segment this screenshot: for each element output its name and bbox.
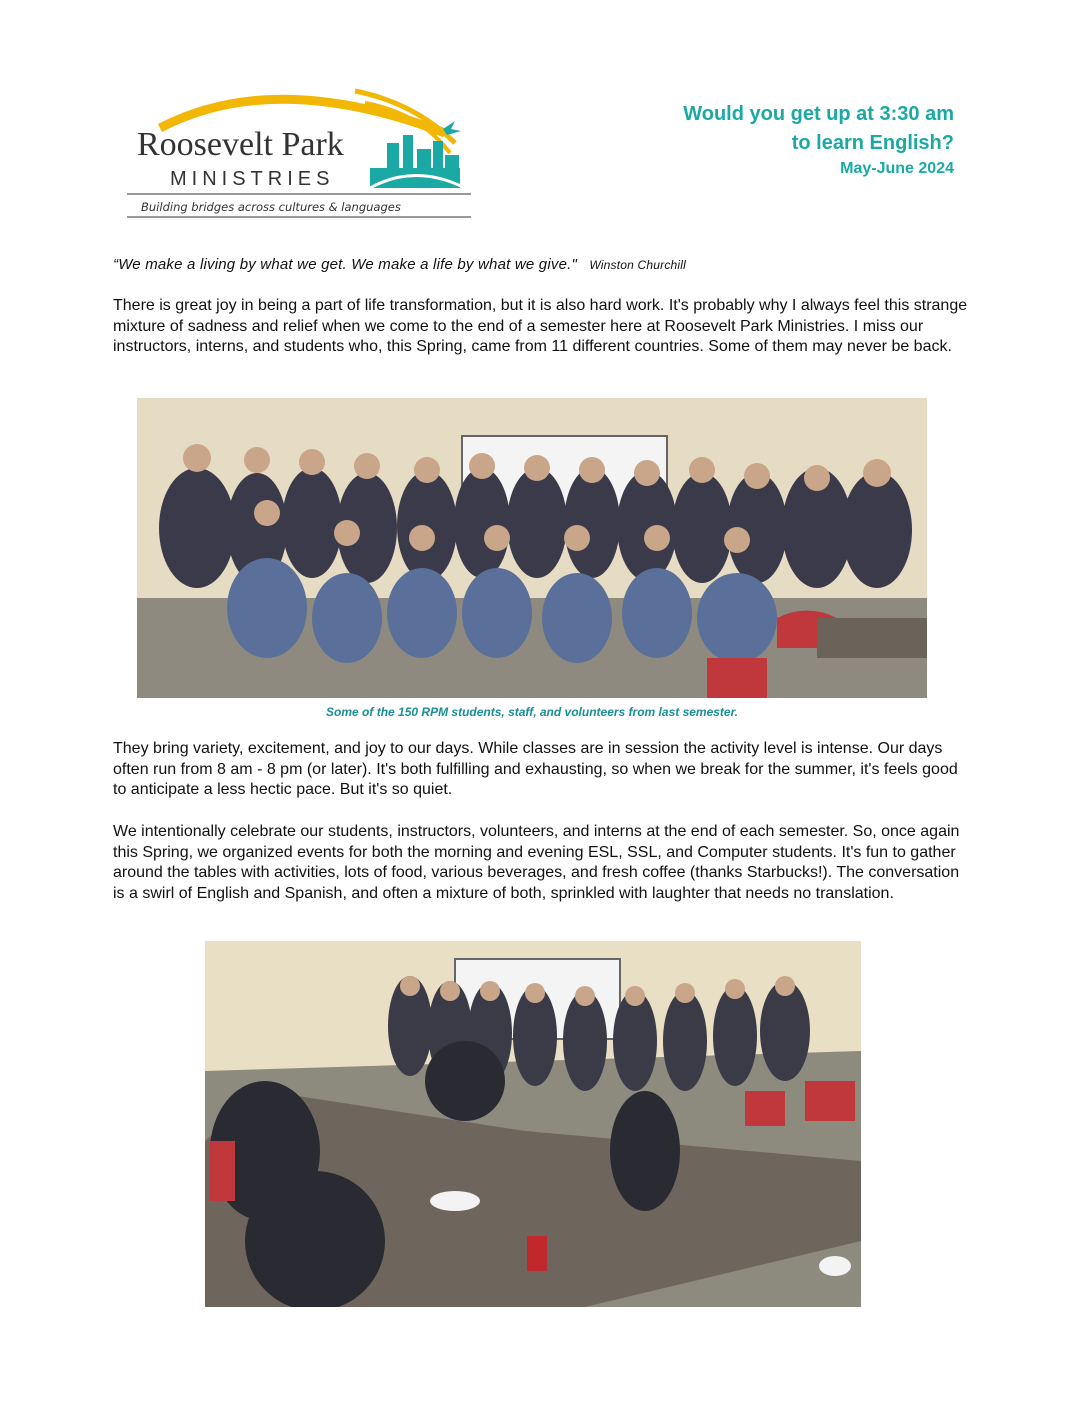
issue-date: May-June 2024 <box>840 160 954 177</box>
roosevelt-park-logo <box>125 83 475 223</box>
group-photo <box>137 398 927 698</box>
dove-icon <box>443 121 461 135</box>
paragraph-1: There is great joy in being a part of life transformation, but it is also hard work. It's probably why I always feel this strange mixture of sadness and relief when we come to the end of a semester here at Roosevelt Park Ministries. I miss our instructors, interns, and students who, this Spring, came from 11 different countries. Some of them may never be back. <box>113 297 968 355</box>
newsletter-header <box>683 100 954 180</box>
quote-author: Winston Churchill <box>589 258 687 272</box>
logo-tagline: Building bridges across cultures & languages <box>141 200 401 214</box>
photo-caption: Some of the 150 RPM students, staff, and volunteers from last semester. <box>326 705 738 719</box>
quote <box>113 256 686 273</box>
headline-line1: Would you get up at 3:30 am <box>683 103 954 125</box>
quote-text: “We make a living by what we get. We make a life by what we give." <box>113 256 577 273</box>
logo-name-line2: MINISTRIES <box>170 168 335 190</box>
headline-line2: to learn English? <box>791 132 954 154</box>
paragraph-2: They bring variety, excitement, and joy to our days. While classes are in session the activity level is intense. Our days often run from 8 am - 8 pm (or later). It's both fulfilling and exhausting, so when we break for the summer, it's feels good to anticipate a less hectic pace. But it's so quiet. <box>113 740 958 798</box>
paragraph-3: We intentionally celebrate our students, instructors, volunteers, and interns at the end of each semester. So, once again this Spring, we organized events for both the morning and evening ESL, SSL, and Computer students. It's fun to gather around the tables with activities, lots of food, various beverages, and fresh coffee (thanks Starbucks!). The conversation is a swirl of English and Spanish, and often a mixture of both, sprinkled with laughter that needs no translation. <box>113 823 960 902</box>
celebration-photo <box>205 941 861 1307</box>
logo-name-line1: Roosevelt Park <box>137 126 344 163</box>
